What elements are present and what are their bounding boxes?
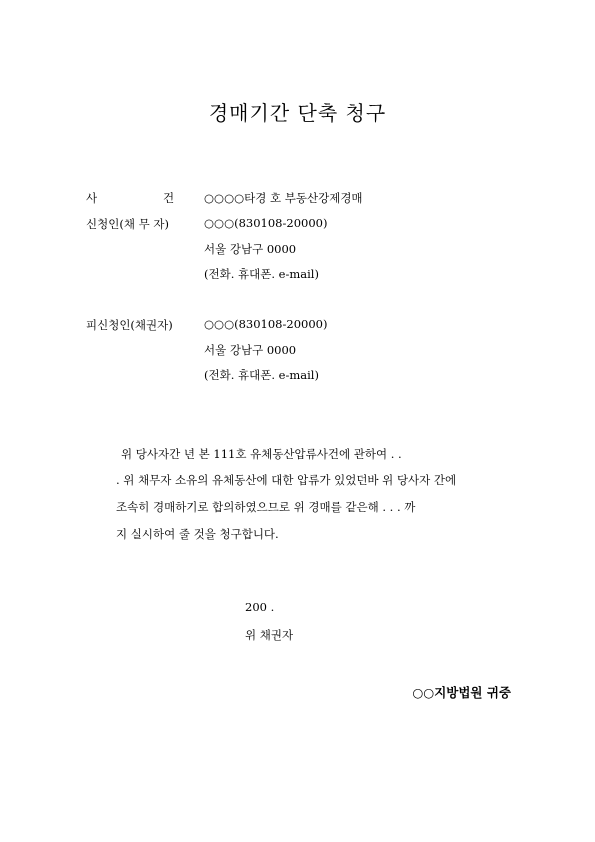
respondent-address: 서울 강남구 0000 xyxy=(204,343,297,357)
document-title: 경매기간 단축 청구 xyxy=(208,101,387,125)
signer-line: 위 채권자 xyxy=(245,628,294,642)
body-line-2: . 위 채무자 소유의 유체동산에 대한 압류가 있었던바 위 당사자 간에 xyxy=(116,473,457,487)
case-label-b: 건 xyxy=(163,191,175,205)
respondent-label: 피신청인(채권자) xyxy=(86,318,173,332)
body-line-3: 조속히 경매하기로 합의하였으므로 위 경매를 같은해 . . . 까 xyxy=(116,500,416,514)
applicant-contact: (전화. 휴대폰. e-mail) xyxy=(204,267,319,281)
body-line-4: 지 실시하여 줄 것을 청구합니다. xyxy=(116,527,279,541)
applicant-label: 신청인(채 무 자) xyxy=(86,217,169,231)
respondent-name: ○○○(830108-20000) xyxy=(204,317,328,331)
applicant-name: ○○○(830108-20000) xyxy=(204,216,328,230)
case-label-a: 사 xyxy=(86,191,98,205)
case-value: ○○○○타경 호 부동산강제경매 xyxy=(204,191,363,205)
date-line: 200 . xyxy=(245,600,275,614)
applicant-address: 서울 강남구 0000 xyxy=(204,242,297,256)
respondent-contact: (전화. 휴대폰. e-mail) xyxy=(204,368,319,382)
body-line-1: 위 당사자간 년 본 111호 유체동산압류사건에 관하여 . . xyxy=(121,447,402,461)
court-addressee: ○○지방법원 귀중 xyxy=(412,685,511,700)
